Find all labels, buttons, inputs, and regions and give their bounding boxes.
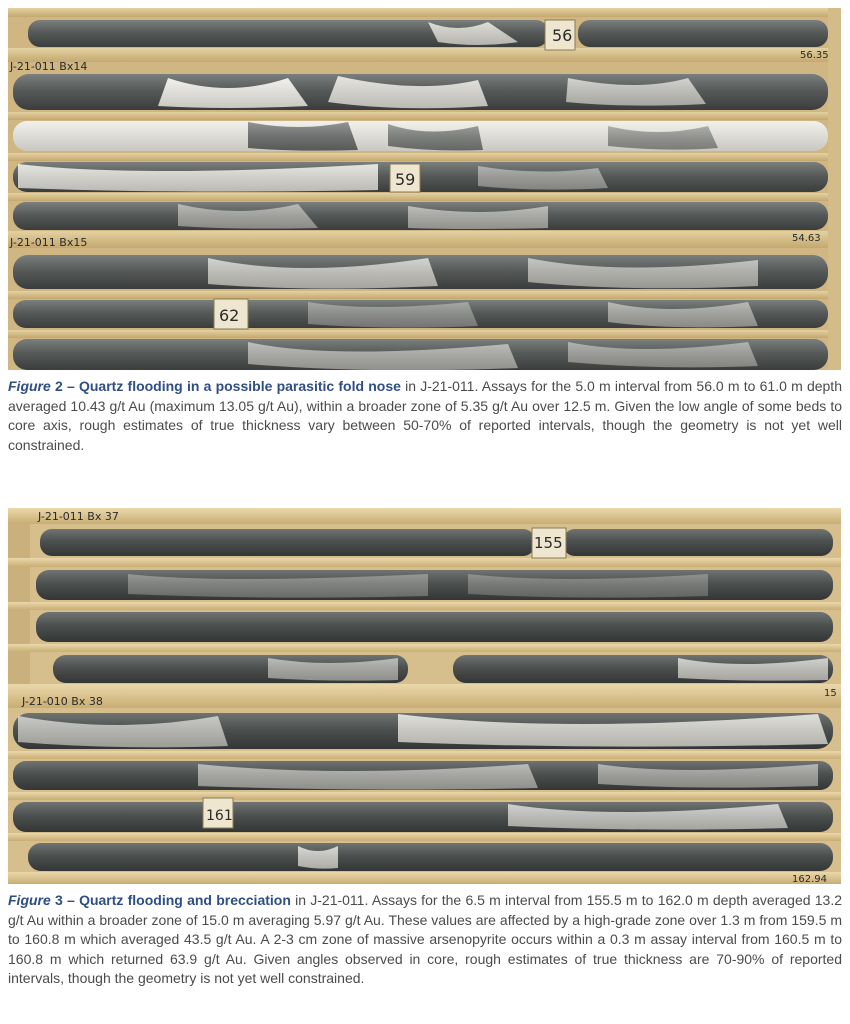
box-depth-3: 15 (824, 688, 837, 699)
figure-2-number: 2 – (50, 378, 79, 394)
depth-tag-155 (532, 528, 566, 558)
depth-tag-59-text: 59 (395, 170, 416, 189)
core-box-photo-graphic-2 (8, 508, 841, 884)
core-box-photo-figure-3 (8, 508, 841, 884)
box-label-37: J-21-011 Bx 37 (38, 510, 119, 523)
box-depth-1: 56.35 (800, 50, 829, 61)
box-label-15: J-21-011 Bx15 (10, 236, 88, 249)
figure-2-text: in J-21-011. Assays for the 5.0 m interval from 56.0 m to 61.0 m depth averaged 10.43 g/t Au (maximum 13.05 g/t Au), within a broader zone of 5.35 g/t Au over 12.5 m. Given the low angle of some beds to core axis, rough estimates of true thickness vary between 50-70% of reported intervals, though the geometry is not yet well constrained. (8, 378, 842, 453)
figure-3-text: in J-21-011. Assays for the 6.5 m interval from 155.5 m to 162.0 m depth averaged 13.2 g/t Au within a broader zone of 15.0 m averaging 5.97 g/t Au. These values are affected by a high-grade zone over 1.3 m from 159.5 m to 160.8 m which averaged 43.5 g/t Au. A 2-3 cm zone of massive arsenopyrite occurs within a 0.3 m assay interval from 160.5 m to 160.8 m which returned 63.9 g/t Au. Given angles observed in core, rough estimates of true thickness are 70-90% of reported intervals, though the geometry is not yet well constrained. (8, 892, 842, 986)
figure-3-caption (8, 891, 842, 989)
figure-2-label: Figure (8, 378, 51, 394)
depth-tag-62-text: 62 (219, 306, 240, 325)
depth-tag-62 (214, 299, 248, 329)
figure-2-title: Quartz flooding in a possible parasitic fold nose (78, 378, 401, 394)
core-box-photo-figure-2 (8, 8, 841, 370)
figure-3-title: Quartz flooding and brecciation (79, 892, 291, 908)
depth-tag-161-text: 161 (206, 808, 233, 824)
box-depth-2: 54.63 (792, 233, 821, 244)
box-label-14: J-21-011 Bx14 (10, 60, 88, 73)
depth-tag-56 (545, 20, 575, 50)
figure-2-caption (8, 377, 842, 455)
figure-3-label: Figure (8, 892, 51, 908)
figure-3-number: 3 – (50, 892, 80, 908)
depth-tag-59 (390, 164, 420, 192)
box-label-38: J-21-010 Bx 38 (22, 695, 103, 708)
depth-tag-155-text: 155 (534, 534, 563, 552)
depth-tag-161 (203, 798, 233, 828)
core-box-photo-graphic (8, 8, 841, 370)
depth-tag-56-text: 56 (552, 26, 573, 45)
box-depth-4: 162.94 (792, 874, 827, 884)
